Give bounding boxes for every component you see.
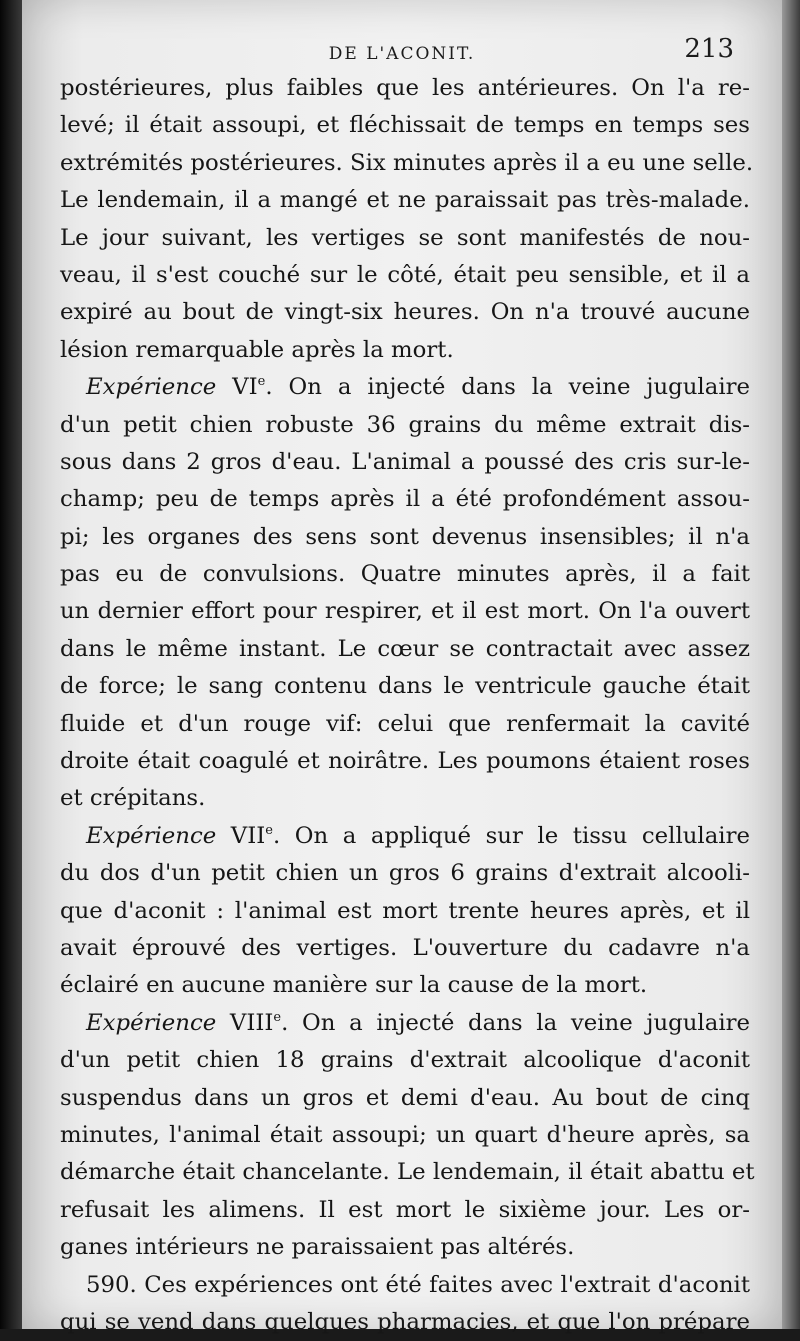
text-line: que d'aconit : l'animal est mort trente heures après, et il [60, 897, 750, 924]
text-line: lésion remarquable après la mort. [60, 336, 454, 363]
text-line: d'un petit chien 18 grains d'extrait alcoolique d'aconit [60, 1047, 750, 1074]
text-line: d'un petit chien robuste 36 grains du même extrait dis- [60, 411, 750, 438]
text-line: et crépitans. [60, 785, 206, 812]
text-line: pas eu de convulsions. Quatre minutes après, il a fait [60, 561, 750, 588]
text-line [60, 1005, 750, 1042]
text-line: Le lendemain, il a mangé et ne paraissait pas très-malade. [60, 187, 750, 214]
text-line: expiré au bout de vingt-six heures. On n'a trouvé aucune [60, 299, 750, 326]
scan-edge-right [782, 0, 800, 1329]
text-line: fluide et d'un rouge vif: celui que renfermait la cavité [60, 710, 750, 737]
experience-label: Expérience [86, 822, 217, 849]
text-line: droite était coagulé et noirâtre. Les poumons étaient roses [60, 748, 750, 775]
text-line: pi; les organes des sens sont devenus insensibles; il n'a [60, 523, 750, 550]
experience-number: VIII [216, 1009, 274, 1036]
text-line: extrémités postérieures. Six minutes après il a eu une selle. [60, 149, 754, 176]
text-line: 590. Ces expériences ont été faites avec l'extrait d'aconit [86, 1271, 750, 1298]
text-line: qui se vend dans quelques pharmacies, et que l'on prépare [60, 1308, 750, 1335]
experience-number: VI [216, 374, 258, 401]
text-line: levé; il était assoupi, et fléchissait de temps en temps ses [60, 112, 750, 139]
line-text: . On a injecté dans la veine jugulaire [265, 374, 750, 401]
scan-edge-left [0, 0, 22, 1329]
text-line: Le jour suivant, les vertiges se sont manifestés de nou- [60, 224, 750, 251]
running-head: DE L'ACONIT. [328, 44, 476, 64]
text-line: ganes intérieurs ne paraissaient pas altérés. [60, 1234, 575, 1261]
ordinal-superscript: e [265, 822, 273, 838]
text-line [60, 818, 750, 855]
text-line: postérieures, plus faibles que les antérieures. On l'a re- [60, 75, 750, 101]
text-line: champ; peu de temps après il a été profondément assou- [60, 486, 750, 513]
text-line: démarche était chancelante. Le lendemain, il était abattu et [60, 1159, 755, 1186]
text-line: suspendus dans un gros et demi d'eau. Au bout de cinq [60, 1084, 750, 1111]
text-line: du dos d'un petit chien un gros 6 grains d'extrait alcooli- [60, 860, 750, 887]
text-line [60, 369, 750, 406]
text-line: avait éprouvé des vertiges. L'ouverture du cadavre n'a [60, 934, 750, 961]
ordinal-superscript: e [257, 374, 266, 390]
text-line: un dernier effort pour respirer, et il est mort. On l'a ouvert [60, 598, 750, 625]
body-text [60, 70, 755, 1341]
experience-label: Expérience [86, 1009, 217, 1036]
experience-label: Expérience [86, 374, 217, 401]
line-text: . On a appliqué sur le tissu cellulaire [272, 822, 750, 849]
text-line: dans le même instant. Le cœur se contractait avec assez [60, 635, 750, 662]
text-line: de force; le sang contenu dans le ventricule gauche était [60, 673, 750, 700]
text-line: veau, il s'est couché sur le côté, était peu sensible, et il a [60, 261, 750, 288]
text-line: sous dans 2 gros d'eau. L'animal a poussé des cris sur-le- [60, 448, 750, 475]
ordinal-superscript: e [273, 1009, 282, 1025]
page-header [60, 34, 744, 70]
page-number: 213 [684, 34, 734, 64]
line-text: . On a injecté dans la veine jugulaire [281, 1009, 750, 1036]
text-line: éclairé en aucune manière sur la cause de la mort. [60, 972, 648, 999]
text-line: refusait les alimens. Il est mort le sixième jour. Les or- [60, 1196, 750, 1223]
experience-number: VII [216, 822, 266, 849]
book-page [22, 0, 782, 1335]
text-line: minutes, l'animal était assoupi; un quart d'heure après, sa [60, 1121, 750, 1148]
